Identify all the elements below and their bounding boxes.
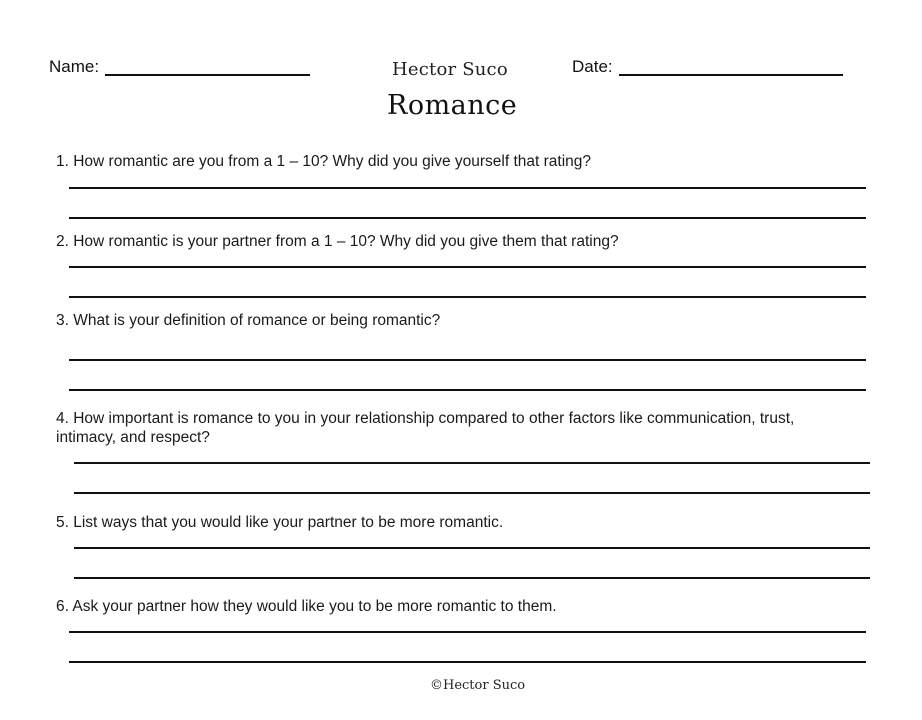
question-5: 5. List ways that you would like your partner to be more romantic.: [56, 514, 504, 531]
question-4: 4. How important is romance to you in your relationship compared to other factors like communication, trust, intimacy, and respect?: [56, 410, 795, 446]
question-2: 2. How romantic is your partner from a 1 – 10? Why did you give them that rating?: [56, 233, 619, 250]
date-label: Date:: [572, 57, 613, 76]
name-blank[interactable]: [105, 74, 310, 76]
question-6: 6. Ask your partner how they would like you to be more romantic to them.: [56, 598, 557, 615]
question-3: 3. What is your definition of romance or being romantic?: [56, 312, 441, 329]
answer-line[interactable]: [69, 389, 866, 391]
answer-line[interactable]: [74, 462, 870, 464]
date-blank[interactable]: [619, 74, 843, 76]
brand-text: Hector Suco: [392, 59, 508, 80]
answer-line[interactable]: [74, 577, 870, 579]
answer-line[interactable]: [69, 187, 866, 189]
answer-line[interactable]: [69, 296, 866, 298]
question-1: 1. How romantic are you from a 1 – 10? Why did you give yourself that rating?: [56, 153, 592, 170]
answer-line[interactable]: [69, 631, 866, 633]
answer-line[interactable]: [69, 266, 866, 268]
answer-line[interactable]: [74, 547, 870, 549]
name-label: Name:: [49, 57, 100, 76]
answer-line[interactable]: [69, 217, 866, 219]
page-title: Romance: [387, 90, 518, 121]
answer-line[interactable]: [69, 661, 866, 663]
answer-line[interactable]: [74, 492, 870, 494]
copyright-footer: ©Hector Suco: [430, 678, 526, 693]
answer-line[interactable]: [69, 359, 866, 361]
